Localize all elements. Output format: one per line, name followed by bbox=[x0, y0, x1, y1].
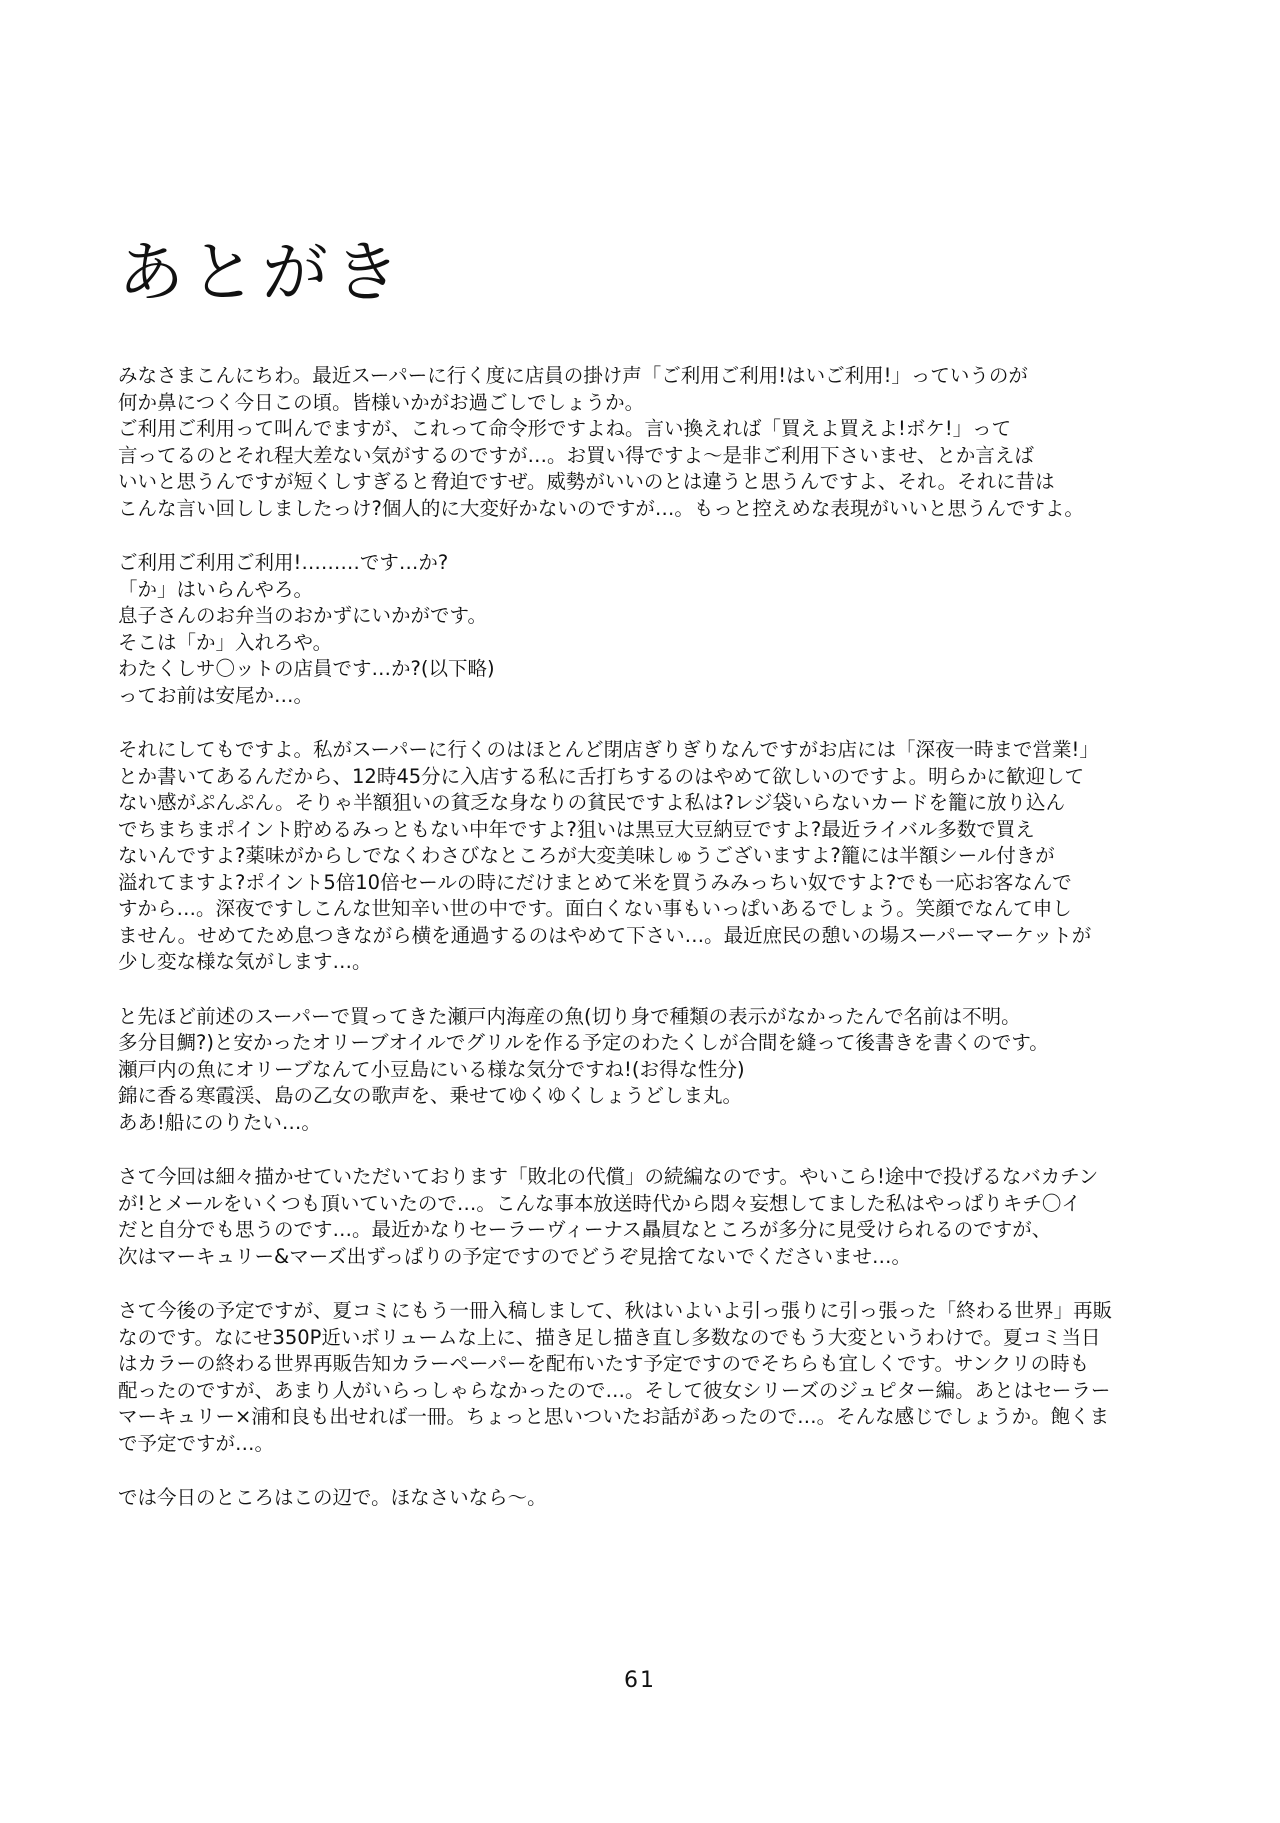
text-line: こんな言い回ししましたっけ?個人的に大変好かないのですが…。もっと控えめな表現がいいと思うんですよ。 bbox=[118, 496, 1084, 520]
text-line: ないんですよ?薬味がからしでなくわさびなところが大変美味しゅうございますよ?籠には半額シール付きが bbox=[118, 844, 1055, 867]
paragraph-closing bbox=[118, 1485, 1168, 1512]
text-line: 息子さんのお弁当のおかずにいかがです。 bbox=[118, 604, 487, 627]
text-line: 多分目鯛?)と安かったオリーブオイルでグリルを作る予定のわたくしが合間を縫って後書きを書くのです。 bbox=[118, 1031, 1049, 1054]
text-line: ああ!船にのりたい…。 bbox=[118, 1110, 321, 1134]
page-number: 61 bbox=[624, 1668, 656, 1693]
paragraph-supermarket bbox=[118, 737, 1168, 976]
text-line: そこは「か」入れろや。 bbox=[118, 630, 333, 654]
text-line: 溢れてますよ?ポイント5倍10倍セールの時にだけまとめて米を買うみみっちい奴ですよ?でも一応お客なんで bbox=[118, 870, 1072, 894]
text-line: でちまちまポイント貯めるみっともない中年ですよ?狙いは黒豆大豆納豆ですよ?最近ライバル多数で買え bbox=[118, 817, 1035, 841]
text-line: で予定ですが…。 bbox=[118, 1431, 275, 1455]
afterword-body bbox=[118, 363, 1168, 1540]
paragraph-greeting bbox=[118, 363, 1168, 522]
text-line: 何か鼻につく今日この頃。皆様いかがお過ごしでしょうか。 bbox=[118, 390, 645, 414]
text-line: ってお前は安尾か…。 bbox=[118, 683, 314, 707]
text-line: ご利用ご利用ご利用!………です…か? bbox=[118, 551, 449, 574]
paragraph-fish bbox=[118, 1004, 1168, 1137]
text-line: 少し変な様な気がします…。 bbox=[118, 950, 372, 973]
text-line: わたくしサ〇ットの店員です…か?(以下略) bbox=[118, 657, 495, 680]
text-line: はカラーの終わる世界再販告知カラーペーパーを配布いたす予定ですのでそちらも宜しくです。サンクリの時も bbox=[118, 1352, 1090, 1375]
text-line: マーキュリー×浦和良も出せれば一冊。ちょっと思いついたお話があったので…。そんな感じでしょうか。飽くま bbox=[118, 1405, 1110, 1428]
text-line: さて今回は細々描かせていただいております「敗北の代償」の続編なのです。やいこら!途中で投げるなバカチン bbox=[118, 1165, 1099, 1188]
text-line: では今日のところはこの辺で。ほなさいなら～。 bbox=[118, 1486, 547, 1509]
text-line: ない感がぷんぷん。そりゃ半額狙いの貧乏な身なりの貧民ですよ私は?レジ袋いらないカードを籠に放り込ん bbox=[118, 791, 1066, 814]
text-line: 言ってるのとそれ程大差ない気がするのですが…。お買い得ですよ～是非ご利用下さいませ、とか言えば bbox=[118, 443, 1034, 467]
text-line: とか書いてあるんだから、12時45分に入店する私に舌打ちするのはやめて欲しいのですよ。明らかに歓迎して bbox=[118, 764, 1085, 788]
afterword-title: あとがき bbox=[118, 234, 406, 311]
text-line: それにしてもですよ。私がスーパーに行くのはほとんど閉店ぎりぎりなんですがお店には「深夜一時まで営業!」 bbox=[118, 738, 1099, 761]
text-line: 「か」はいらんやろ。 bbox=[118, 577, 314, 601]
text-line: すから…。深夜ですしこんな世知辛い世の中です。面白くない事もいっぱいあるでしょう。笑顔でなんて申し bbox=[118, 897, 1072, 920]
text-line: と先ほど前述のスーパーで買ってきた瀬戸内海産の魚(切り身で種類の表示がなかったんで名前は不明。 bbox=[118, 1004, 1021, 1028]
text-line: が!とメールをいくつも頂いていたので…。こんな事本放送時代から悶々妄想してました私はやっぱりキチ〇イ bbox=[118, 1191, 1081, 1215]
paragraph-dialogue bbox=[118, 550, 1168, 709]
paragraph-schedule bbox=[118, 1298, 1168, 1457]
text-line: 錦に香る寒霞渓、島の乙女の歌声を、乗せてゆくゆくしょうどしま丸。 bbox=[118, 1084, 743, 1107]
text-line: だと自分でも思うのです…。最近かなりセーラーヴィーナス贔屓なところが多分に見受けられるのですが、 bbox=[118, 1218, 1052, 1241]
text-line: さて今後の予定ですが、夏コミにもう一冊入稿しまして、秋はいよいよ引っ張りに引っ張った「終わる世界」再販 bbox=[118, 1299, 1113, 1322]
text-line: みなさまこんにちわ。最近スーパーに行く度に店員の掛け声「ご利用ご利用!はいご利用!」っていうのが bbox=[118, 364, 1028, 387]
paragraph-sequel bbox=[118, 1164, 1168, 1270]
text-line: 配ったのですが、あまり人がいらっしゃらなかったので…。そして彼女シリーズのジュピター編。あとはセーラー bbox=[118, 1378, 1111, 1402]
text-line: いいと思うんですが短くしすぎると脅迫ですぜ。威勢がいいのとは違うと思うんですよ、それ。それに昔は bbox=[118, 470, 1055, 493]
text-line: 次はマーキュリー&マーズ出ずっぱりの予定ですのでどうぞ見捨てないでくださいませ…。 bbox=[118, 1244, 912, 1268]
text-line: ません。せめてため息つきながら横を通過するのはやめて下さい…。最近庶民の憩いの場スーパーマーケットが bbox=[118, 923, 1092, 947]
text-line: ご利用ご利用って叫んでますが、これって命令形ですよね。言い換えれば「買えよ買えよ!ボケ!」って bbox=[118, 417, 1012, 440]
text-line: なのです。なにせ350P近いボリュームな上に、描き足し描き直し多数なのでもう大変というわけで。夏コミ当日 bbox=[118, 1325, 1101, 1349]
text-line: 瀬戸内の魚にオリーブなんて小豆島にいる様な気分ですね!(お得な性分) bbox=[118, 1057, 745, 1081]
